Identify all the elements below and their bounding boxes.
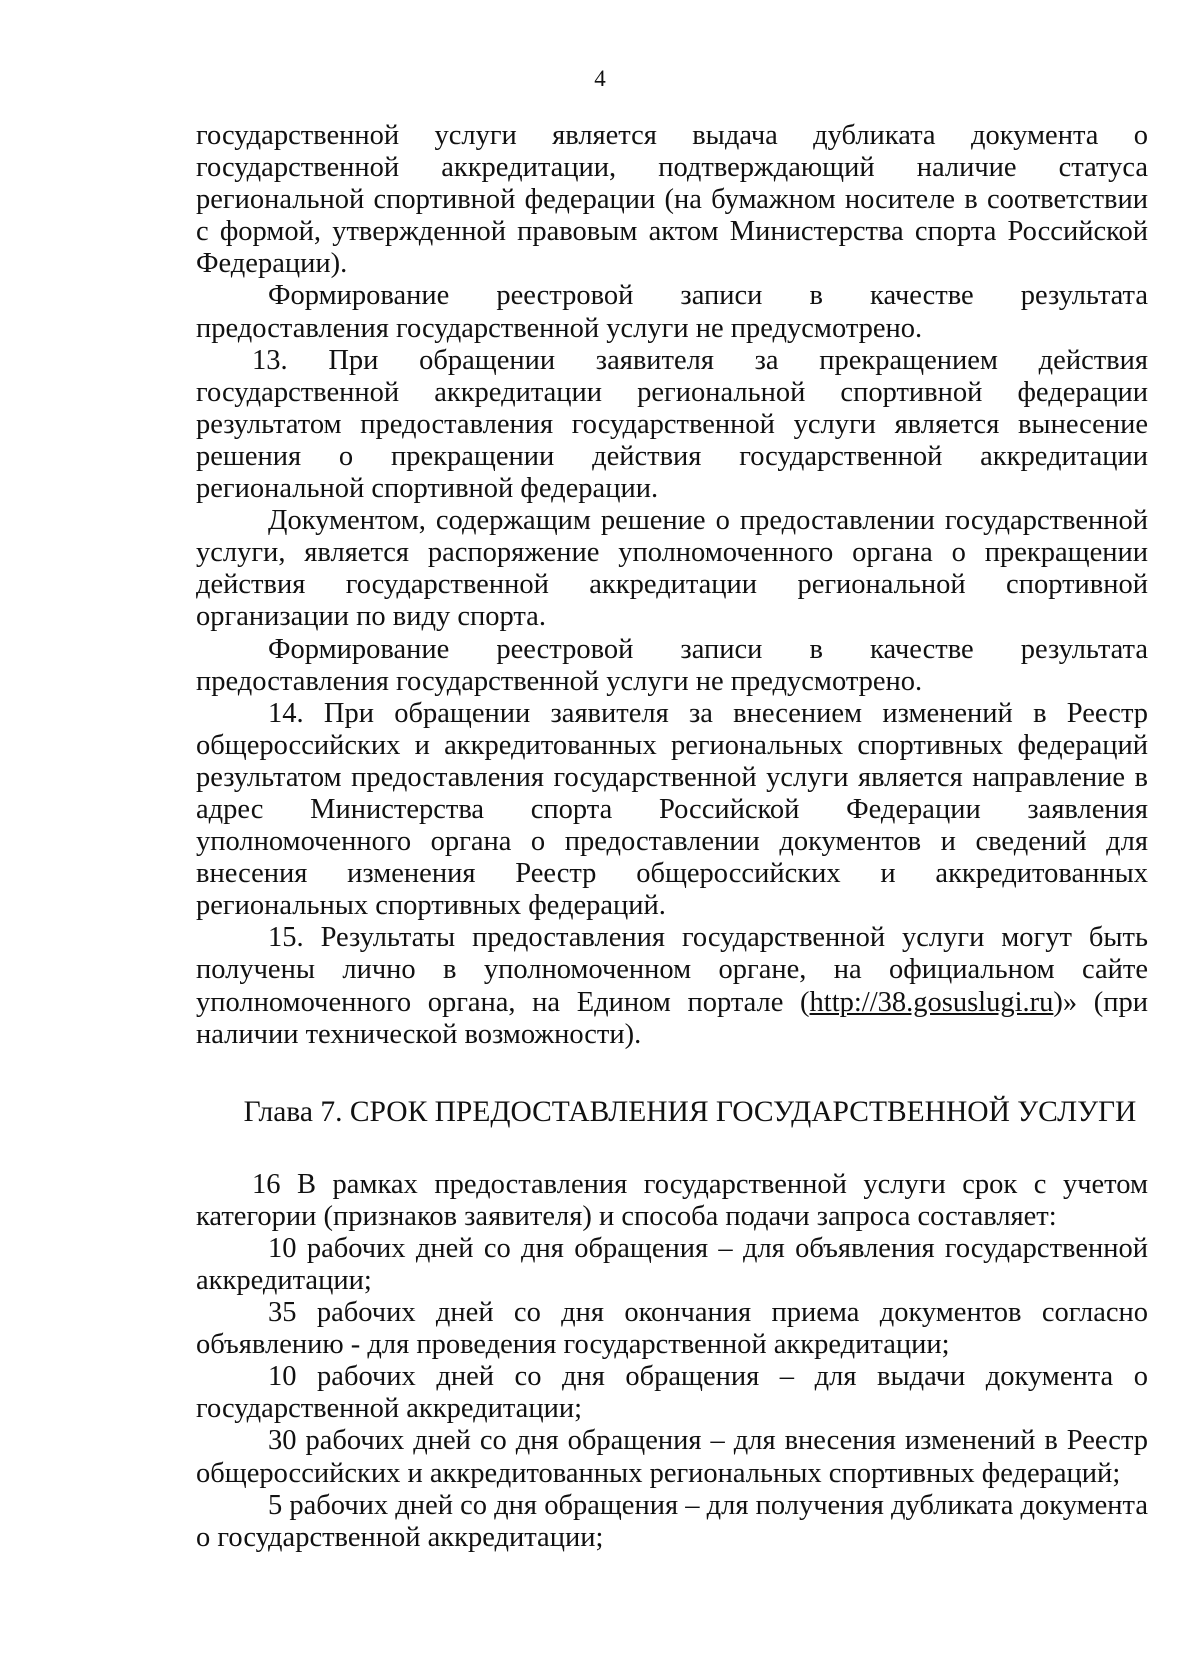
paragraph-15 xyxy=(196,922,1148,1050)
term-item: 10 рабочих дней со дня обращения – для объявления государственной аккредитации; xyxy=(196,1232,1148,1296)
paragraph-16: 16 В рамках предоставления государственной услуги срок с учетом категории (признаков заявителя) и способа подачи запроса составляет: xyxy=(196,1168,1148,1232)
term-item: 10 рабочих дней со дня обращения – для выдачи документа о государственной аккредитации; xyxy=(196,1361,1148,1425)
document-body xyxy=(196,120,1148,1554)
paragraph-registry-note-1: Формирование реестровой записи в качестве результата предоставления государственной услуги не предусмотрено. xyxy=(196,280,1148,344)
paragraph-document-decision: Документом, содержащим решение о предоставлении государственной услуги, является распоряжение уполномоченного органа о прекращении действия государственной аккредитации региональной спортивной организации по виду спорта. xyxy=(196,505,1148,633)
gosuslugi-link[interactable]: http://38.gosuslugi.ru xyxy=(809,986,1054,1018)
paragraph-continuation: государственной услуги является выдача дубликата документа о государственной аккредитации, подтверждающий наличие статуса региональной спортивной федерации (на бумажном носителе в соответствии с формой, утвержденной правовым актом Министерства спорта Российской Федерации). xyxy=(196,120,1148,280)
paragraph-15-tail: )» (при наличии технической возможности). xyxy=(196,986,1148,1050)
chapter-heading: Глава 7. СРОК ПРЕДОСТАВЛЕНИЯ ГОСУДАРСТВЕННОЙ УСЛУГИ xyxy=(243,1095,1137,1128)
page-number: 4 xyxy=(594,66,606,91)
term-item: 30 рабочих дней со дня обращения – для внесения изменений в Реестр общероссийских и аккредитованных региональных спортивных федераций; xyxy=(196,1425,1148,1489)
paragraph-13: 13. При обращении заявителя за прекращением действия государственной аккредитации региональной спортивной федерации результатом предоставления государственной услуги является вынесение решения о прекращении действия государственной аккредитации региональной спортивной федерации. xyxy=(196,344,1148,505)
term-item: 35 рабочих дней со дня окончания приема документов согласно объявлению - для проведения государственной аккредитации; xyxy=(196,1297,1148,1361)
paragraph-registry-note-2: Формирование реестровой записи в качестве результата предоставления государственной услуги не предусмотрено. xyxy=(196,633,1148,697)
paragraph-15-text: 15. Результаты предоставления государственной услуги могут быть получены лично в уполномоченном органе, на официальном сайте уполномоченного органа, на Едином портале ( xyxy=(196,922,1148,1018)
paragraph-14: 14. При обращении заявителя за внесением изменений в Реестр общероссийских и аккредитованных региональных спортивных федераций результатом предоставления государственной услуги является направление в адрес Министерства спорта Российской Федерации заявления уполномоченного органа о предоставлении документов и сведений для внесения изменения Реестр общероссийских и аккредитованных региональных спортивных федераций. xyxy=(196,697,1148,922)
term-item: 5 рабочих дней со дня обращения – для получения дубликата документа о государственной аккредитации; xyxy=(196,1489,1148,1553)
